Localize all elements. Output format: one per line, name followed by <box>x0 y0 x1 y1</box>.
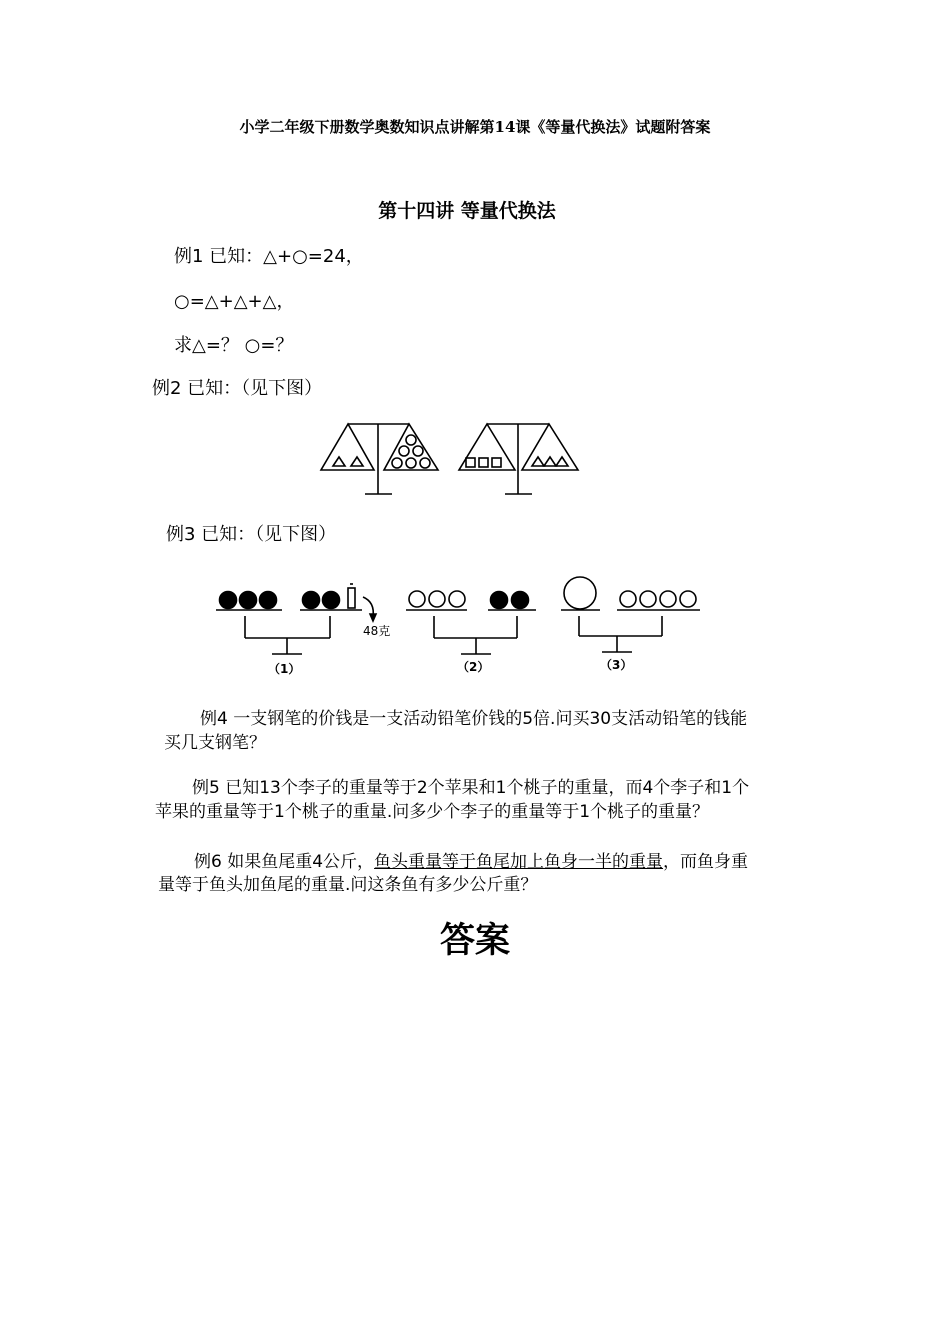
figure-caption-2: （2） <box>457 660 490 674</box>
example-6-line-2: 量等于鱼头加鱼尾的重量.问这条鱼有多少公斤重？ <box>158 875 538 895</box>
balance-scale-3-1 <box>216 584 376 654</box>
example-6-line-1 <box>194 850 748 874</box>
answer-title: 答案 <box>439 920 510 961</box>
document-title: 小学二年级下册数学奥数知识点讲解第14课《等量代换法》试题附答案 <box>239 118 711 136</box>
example-3-label: 例3 已知：（见下图） <box>166 524 337 545</box>
example-4-line-1: 例4 一支钢笔的价钱是一支活动铅笔价钱的5倍.问买30支活动铅笔的钱能 <box>200 709 748 729</box>
figure-caption-1: （1） <box>268 662 301 676</box>
lesson-title: 第十四讲 等量代换法 <box>378 200 556 222</box>
example-1-line-3: 求△=？ ○=？ <box>174 335 294 356</box>
example-6-text-a: 例6 如果鱼尾重4公斤， <box>194 852 375 872</box>
balance-scale-3-3 <box>561 577 700 652</box>
example-6-underlined-text: 鱼头重量等于鱼尾加上鱼身一半的重量 <box>374 852 664 872</box>
example-6-text-c: ，而鱼身重 <box>663 852 749 872</box>
example-5-line-1: 例5 已知13个李子的重量等于2个苹果和1个桃子的重量，而4个李子和1个 <box>192 778 750 798</box>
figure-caption-3: （3） <box>600 658 633 672</box>
example-1-line-1: 例1 已知：△+○=24， <box>174 246 364 267</box>
example-1-line-2: ○=△+△+△， <box>174 291 295 312</box>
weight-label: 48克 <box>363 624 391 638</box>
balance-scale-3-2 <box>406 591 536 654</box>
example-5-line-2: 苹果的重量等于1个桃子的重量.问多少个李子的重量等于1个桃子的重量？ <box>155 802 710 822</box>
example-2-label: 例2 已知：（见下图） <box>152 378 323 399</box>
example-4-line-2: 买几支钢笔？ <box>164 733 266 753</box>
